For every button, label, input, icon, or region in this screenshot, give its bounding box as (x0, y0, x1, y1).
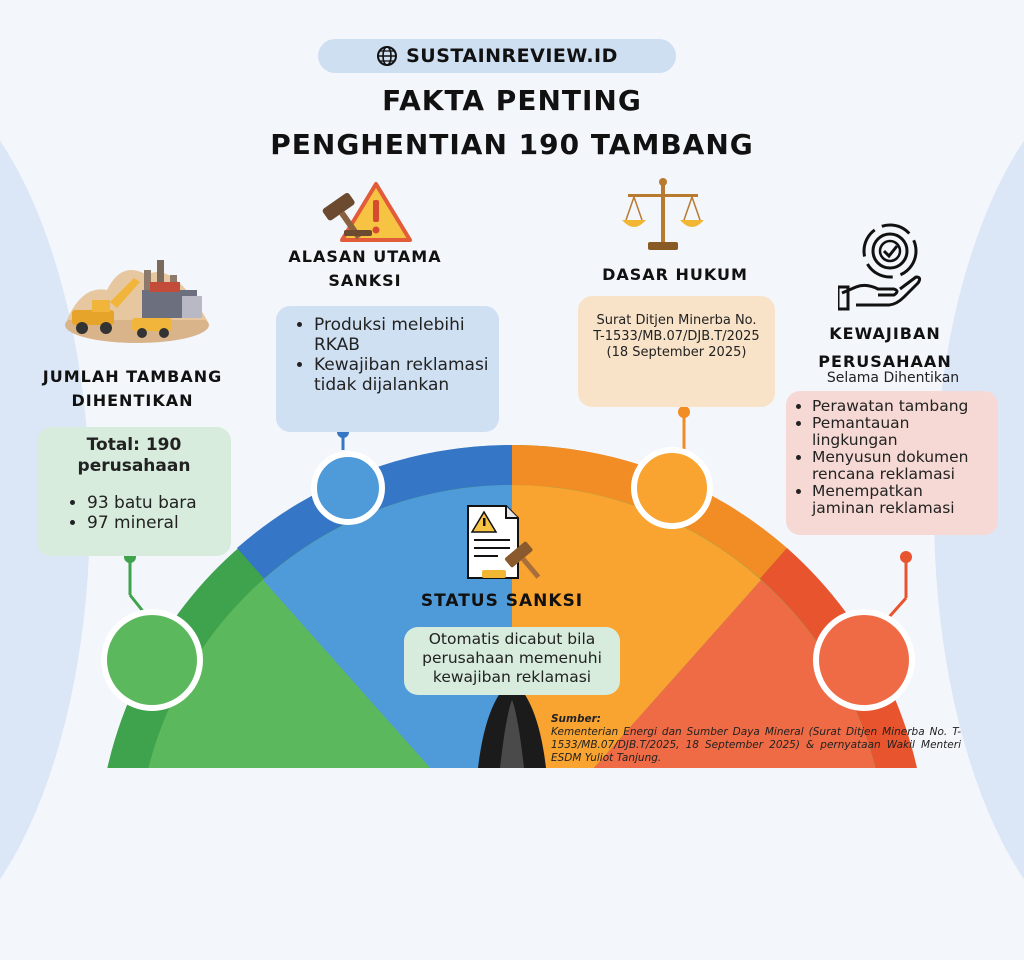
globe-icon (376, 45, 398, 67)
brand-pill (318, 39, 676, 73)
kewajiban-box (786, 391, 998, 535)
dasar-text: Surat Ditjen Minerba No. T-1533/MB.07/DJB.T/2025 (18 September 2025) (593, 313, 760, 360)
gear-hand-icon (838, 217, 924, 315)
kewajiban-heading: KEWAJIBAN PERUSAHAAN (818, 324, 952, 371)
list-item: • Kewajiban reklamasi tidak dijalankan (314, 355, 499, 395)
title-line-1: FAKTA PENTING (382, 84, 642, 117)
node-green (104, 612, 200, 708)
kewajiban-subheading: Selama Dihentikan (826, 370, 960, 386)
title-line-2: PENGHENTIAN 190 TAMBANG (270, 128, 754, 161)
node-orange (634, 450, 710, 526)
list-item: • Produksi melebihi RKAB (314, 315, 499, 355)
status-box (404, 627, 620, 695)
node-blue (314, 454, 382, 522)
node-red (816, 612, 912, 708)
status-heading: STATUS SANKSI (420, 591, 584, 611)
dasar-heading: DASAR HUKUM (602, 265, 748, 284)
list-item: • Pemantauan lingkungan (812, 415, 990, 449)
scale-icon (620, 176, 706, 254)
document-gavel-icon (462, 504, 542, 582)
jumlah-total: Total: 190 perusahaan (77, 435, 191, 476)
list-item: • Menempatkan jaminan reklamasi (812, 483, 990, 517)
alasan-heading: ALASAN UTAMA SANKSI (288, 247, 442, 290)
list-item: • Menyusun dokumen rencana reklamasi (812, 449, 990, 483)
list-item: • 97 mineral (87, 513, 231, 533)
list-item: • Perawatan tambang (812, 398, 990, 415)
jumlah-heading: JUMLAH TAMBANG DIHENTIKAN (42, 367, 223, 410)
status-text: Otomatis dicabut bila perusahaan memenuhi kewajiban reklamasi (422, 630, 602, 686)
list-item: • 93 batu bara (87, 493, 231, 513)
gavel-warning-icon (314, 178, 414, 244)
dasar-box (578, 296, 775, 407)
jumlah-box (37, 427, 231, 556)
site-name: SUSTAINREVIEW.ID (406, 45, 618, 67)
source-note: Sumber: Kementerian Energi dan Sumber Daya Mineral (Surat Ditjen Minerba No. T-1533/MB.07/DJB.T/2025, 18 September 2025) & pernyataan Wakil Menteri ESDM Yuliot Tanjung. (551, 713, 961, 764)
alasan-box (276, 306, 499, 432)
mining-site-icon (62, 230, 212, 345)
